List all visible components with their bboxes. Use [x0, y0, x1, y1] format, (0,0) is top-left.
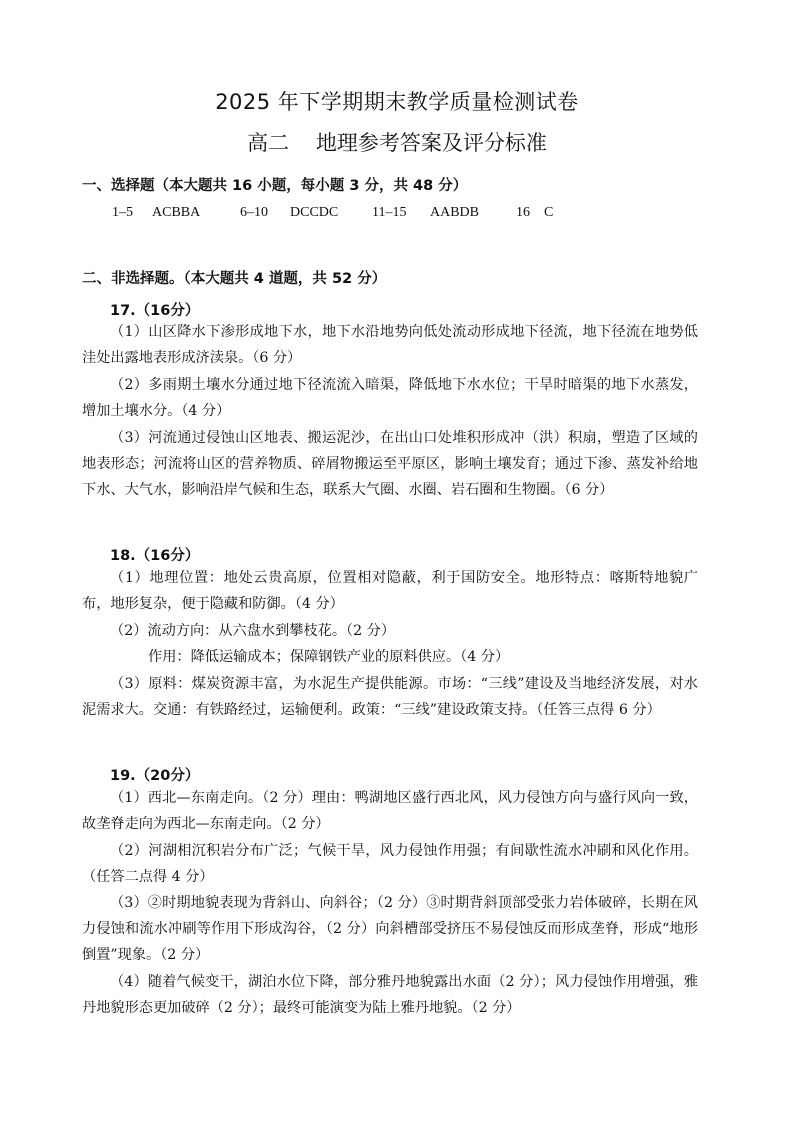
q17-answer-1: （1）山区降水下渗形成地下水，地下水沿地势向低处流动形成地下径流，地下径流在地势低洼处出露地表形成济渎泉。（6 分）: [82, 324, 698, 366]
q18-answer-2-effect: 作用：降低运输成本；保障钢铁产业的原料供应。（4 分）: [148, 649, 510, 665]
question-19-title: 19.（20分）: [110, 768, 200, 784]
q17-answer-2: （2）多雨期土壤水分通过地下径流流入暗渠，降低地下水水位；干旱时暗渠的地下水蒸发，增加土壤水分。（4 分）: [82, 377, 698, 419]
answer-keys-3: AABDB: [430, 205, 480, 220]
answer-range-2: 6–10: [240, 205, 268, 220]
q18-answer-2: （2）流动方向：从六盘水到攀枝花。（2 分）: [110, 623, 396, 639]
q19-answer-4: （4）随着气候变干，湖泊水位下降，部分雅丹地貌露出水面（2 分）；风力侵蚀作用增强，雅丹地貌形态更加破碎（2 分）；最终可能演变为陆上雅丹地貌。（2 分）: [82, 974, 698, 1016]
q19-answer-1: （1）西北—东南走向。（2 分）理由：鸭湖地区盛行西北风，风力侵蚀方向与盛行风向一致，故垄脊走向为西北—东南走向。（2 分）: [82, 790, 698, 832]
multiple-choice-answers: [112, 205, 553, 221]
section-2-heading: 二、非选择题。（本大题共 4 道题，共 52 分）: [82, 271, 387, 287]
answer-keys-4: C: [544, 205, 554, 220]
section-1-heading: 一、选择题（本大题共 16 小题，每小题 3 分，共 48 分）: [82, 178, 468, 194]
q18-answer-3: （3）原料：煤炭资源丰富，为水泥生产提供能源。市场：“三线”建设及当地经济发展，对水泥需求大。交通：有铁路经过，运输便利。政策：“三线”建设政策支持。（任答三点得 6 分）: [82, 676, 698, 718]
q19-answer-2: （2）河湖相沉积岩分布广泛；气候干旱，风力侵蚀作用强；有间歇性流水冲刷和风化作用。（任答二点得 4 分）: [82, 843, 698, 885]
exam-title: 2025 年下学期期末教学质量检测试卷: [215, 90, 579, 114]
q19-answer-3: （3）②时期地貌表现为背斜山、向斜谷；（2 分）③时期背斜顶部受张力岩体破碎，长期在风力侵蚀和流水冲刷等作用下形成沟谷，（2 分）向斜槽部受挤压不易侵蚀反而形成垄脊，形成“地形倒置”现象。（2 分）: [82, 895, 698, 963]
question-17-title: 17.（16分）: [110, 303, 200, 319]
answer-keys-2: DCCDC: [290, 205, 339, 220]
q17-answer-3: （3）河流通过侵蚀山区地表、搬运泥沙，在出山口处堆积形成冲（洪）积扇，塑造了区域的地表形态；河流将山区的营养物质、碎屑物搬运至平原区，影响土壤发育；通过下渗、蒸发补给地下水、大气水，影响沿岸气候和生态，联系大气圈、水圈、岩石圈和生物圈。（6 分）: [82, 430, 698, 498]
answer-keys-1: ACBBA: [152, 205, 201, 220]
question-18-title: 18.（16分）: [110, 548, 200, 564]
answer-range-4: 16: [516, 205, 530, 220]
exam-subtitle: 高二 地理参考答案及评分标准: [247, 131, 547, 155]
answer-range-1: 1–5: [112, 205, 133, 220]
q18-answer-1: （1）地理位置：地处云贵高原，位置相对隐蔽，利于国防安全。地形特点：喀斯特地貌广布，地形复杂，便于隐藏和防御。（4 分）: [82, 570, 698, 612]
answer-range-3: 11–15: [372, 205, 407, 220]
